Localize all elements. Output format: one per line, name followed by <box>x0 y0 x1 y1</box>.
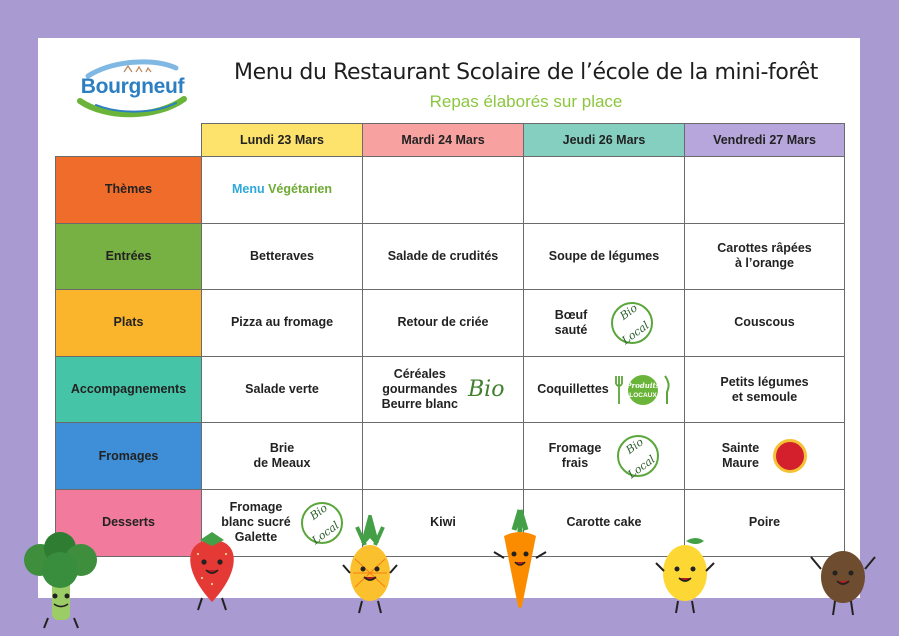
badge-text: Bio <box>617 301 641 324</box>
dish-line: Kiwi <box>430 515 456 530</box>
cell-themes-monday <box>202 157 363 224</box>
logo-field-swoosh <box>76 95 188 121</box>
dish-line: Carottes râpées <box>717 241 812 256</box>
day-header-friday: Vendredi 27 Mars <box>685 124 845 157</box>
cell-fromages-tuesday <box>363 423 524 490</box>
cell-accompagnements-thursday <box>524 356 685 423</box>
lemon-icon <box>650 533 720 618</box>
dish-line: Brie <box>269 441 295 456</box>
row-label-fromages: Fromages <box>56 423 202 490</box>
day-header-tuesday: Mardi 24 Mars <box>363 124 524 157</box>
dish-line: Galette <box>234 530 278 545</box>
table-row-fromages <box>56 423 845 490</box>
produits-locaux-icon <box>615 370 671 410</box>
dish-line: Salade de crudités <box>387 248 499 263</box>
logo-text: Bourgneuf <box>80 75 185 98</box>
day-header-monday: Lundi 23 Mars <box>202 124 363 157</box>
dish-line: Beurre blanc <box>381 397 458 412</box>
cell-fromages-monday <box>202 423 363 490</box>
bio-local-badge-icon <box>617 435 659 481</box>
cell-entrees-tuesday <box>363 223 524 290</box>
cell-themes-friday <box>685 157 845 224</box>
row-label-entrees: Entrées <box>56 223 202 290</box>
dish-line: Maure <box>722 456 759 471</box>
pineapple-icon <box>335 515 405 615</box>
aop-label-icon <box>773 439 807 473</box>
badge-text: LOCAUX <box>629 391 657 399</box>
cell-accompagnements-tuesday <box>363 356 524 423</box>
dish-line: Petits légumes <box>720 374 809 389</box>
bourgneuf-logo <box>70 55 195 121</box>
badge-text: Local <box>625 452 658 481</box>
dish-line: Sainte <box>721 441 760 456</box>
dish-line: Poire <box>748 515 781 530</box>
dish-line: Fromage <box>548 441 602 456</box>
dish-line: et semoule <box>731 389 798 404</box>
badge-text: Bio <box>307 501 330 523</box>
table-row-themes <box>56 157 845 224</box>
badge-text: Produits <box>626 380 660 390</box>
bio-local-badge-icon <box>611 301 653 348</box>
page-title: Menu du Restaurant Scolaire de l’école de la mini-forêt <box>234 60 818 85</box>
table-row-entrees <box>56 223 845 290</box>
dish-line: à l’orange <box>734 256 795 271</box>
dish-line: sauté <box>554 322 588 337</box>
dish-line: Carotte cake <box>566 515 642 530</box>
row-label-desserts: Desserts <box>56 489 202 556</box>
table-row-desserts <box>56 489 845 556</box>
dish-line: Pizza au fromage <box>230 315 334 330</box>
row-label-themes: Thèmes <box>56 157 202 224</box>
badge-text: Bio <box>623 435 647 457</box>
cell-entrees-friday <box>685 223 845 290</box>
dish-line: gourmandes <box>382 382 458 397</box>
dish-line: de Meaux <box>253 456 311 471</box>
strawberry-icon <box>180 530 245 615</box>
bio-leaf-icon: Bio <box>467 377 505 403</box>
dish-line: Couscous <box>734 315 795 330</box>
dish-line: Bœuf <box>554 307 588 322</box>
menu-theme-text-a: Menu <box>231 182 265 197</box>
dish-line: blanc sucré <box>221 515 291 530</box>
table-row-accompagnements <box>56 356 845 423</box>
cell-plats-monday <box>202 290 363 357</box>
carrot-icon <box>490 508 550 618</box>
days-header-row <box>56 124 845 157</box>
badge-text: Local <box>619 319 652 348</box>
dish-line: Betteraves <box>250 248 314 263</box>
cell-fromages-friday <box>685 423 845 490</box>
dish-line: Fromage <box>229 500 283 515</box>
dish-line: Salade verte <box>245 382 319 397</box>
kiwi-icon <box>805 543 880 618</box>
cell-accompagnements-monday <box>202 356 363 423</box>
dish-line: Céréales <box>393 367 446 382</box>
cell-fromages-thursday <box>524 423 685 490</box>
cell-entrees-thursday <box>524 223 685 290</box>
table-corner <box>56 124 202 157</box>
cell-entrees-monday <box>202 223 363 290</box>
dish-line: Coquillettes <box>537 382 609 397</box>
page-subtitle: Repas élaborés sur place <box>429 92 623 111</box>
table-row-plats <box>56 290 845 357</box>
cell-plats-thursday <box>524 290 685 357</box>
menu-theme-text-b: Végétarien <box>268 182 333 197</box>
cell-accompagnements-friday <box>685 356 845 423</box>
day-header-thursday: Jeudi 26 Mars <box>524 124 685 157</box>
row-label-plats: Plats <box>56 290 202 357</box>
cell-themes-tuesday <box>363 157 524 224</box>
dish-line: Soupe de légumes <box>548 248 660 263</box>
cell-plats-tuesday <box>363 290 524 357</box>
row-label-accompagnements: Accompagnements <box>56 356 202 423</box>
menu-table <box>55 123 845 557</box>
dish-line: frais <box>561 456 589 471</box>
broccoli-icon <box>18 530 103 630</box>
cell-themes-thursday <box>524 157 685 224</box>
dish-line: Retour de criée <box>397 315 489 330</box>
badge-text: Local <box>309 519 342 548</box>
cell-plats-friday <box>685 290 845 357</box>
